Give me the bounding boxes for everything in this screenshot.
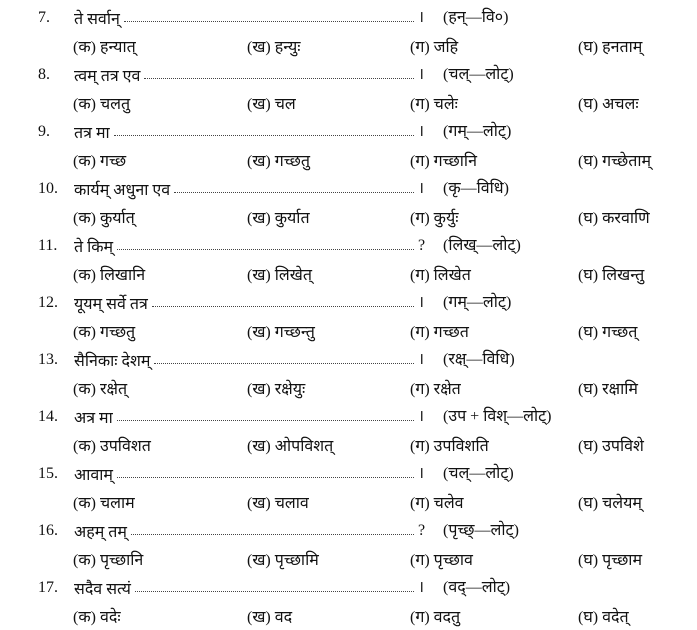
- blank-line: [117, 408, 414, 421]
- end-mark: ।: [418, 579, 425, 596]
- option-ka: (क) हन्यात्: [73, 39, 136, 56]
- option-kha: (ख) चल: [247, 96, 296, 113]
- option-gha: (घ) अचलः: [578, 96, 639, 113]
- option-gha: (घ) पृच्छाम: [578, 552, 643, 569]
- question-stem: [74, 6, 414, 30]
- question-number: 9.: [38, 123, 50, 140]
- option-ka: (क) गच्छ: [73, 153, 127, 170]
- options-row: [0, 321, 697, 345]
- question-stem: [74, 576, 414, 600]
- option-ga: (ग) कुर्युः: [410, 210, 459, 227]
- question-number: 17.: [38, 579, 58, 596]
- option-gha: (घ) रक्षामि: [578, 381, 638, 398]
- question-stem: [74, 462, 414, 486]
- end-mark: ?: [418, 522, 426, 539]
- options-row: [0, 378, 697, 402]
- blank-line: [124, 9, 414, 22]
- option-gha: (घ) उपविशे: [578, 438, 644, 455]
- root-hint: (रक्ष्—विधि): [443, 351, 515, 368]
- option-ga: (ग) चलेव: [410, 495, 464, 512]
- option-kha: (ख) हन्युः: [247, 39, 301, 56]
- question-number: 8.: [38, 66, 50, 83]
- end-mark: ।: [418, 180, 425, 197]
- question-row: [0, 6, 697, 30]
- option-ga: (ग) गच्छत: [410, 324, 469, 341]
- root-hint: (वद्—लोट्): [443, 579, 511, 596]
- question-row: [0, 348, 697, 372]
- root-hint: (चल्—लोट्): [443, 66, 514, 83]
- question-number: 10.: [38, 180, 58, 197]
- question-stem: [74, 519, 414, 543]
- options-row: [0, 93, 697, 117]
- root-hint: (गम्—लोट्): [443, 123, 512, 140]
- question-number: 14.: [38, 408, 58, 425]
- end-mark: ।: [418, 408, 425, 425]
- end-mark: ।: [418, 294, 425, 311]
- end-mark: ।: [418, 9, 425, 26]
- root-hint: (हन्—वि०): [443, 9, 509, 26]
- root-hint: (पृच्छ्—लोट्): [443, 522, 519, 539]
- root-hint: (कृ—विधि): [443, 180, 509, 197]
- option-ga: (ग) चलेः: [410, 96, 458, 113]
- question-row: [0, 120, 697, 144]
- question-row: [0, 519, 697, 543]
- question-row: [0, 291, 697, 315]
- option-ka: (क) चलाम: [73, 495, 135, 512]
- option-ga: (ग) उपविशति: [410, 438, 489, 455]
- question-row: [0, 462, 697, 486]
- option-ka: (क) वदेः: [73, 609, 121, 626]
- end-mark: ।: [418, 66, 425, 83]
- option-ka: (क) गच्छतु: [73, 324, 136, 341]
- question-number: 16.: [38, 522, 58, 539]
- stem-text: सदैव सत्यं: [74, 581, 131, 598]
- stem-text: ते सर्वान्: [74, 11, 120, 28]
- option-ka: (क) कुर्यात्: [73, 210, 135, 227]
- option-gha: (घ) चलेयम्: [578, 495, 642, 512]
- options-row: [0, 207, 697, 231]
- option-kha: (ख) वद: [247, 609, 293, 626]
- question-stem: [74, 120, 414, 144]
- question-row: [0, 63, 697, 87]
- question-row: [0, 234, 697, 258]
- stem-text: अत्र मा: [74, 410, 113, 427]
- stem-text: अहम् तम्: [74, 524, 127, 541]
- option-ga: (ग) गच्छानि: [410, 153, 477, 170]
- question-number: 12.: [38, 294, 58, 311]
- end-mark: ।: [418, 123, 425, 140]
- options-row: [0, 264, 697, 288]
- blank-line: [131, 522, 414, 535]
- option-ka: (क) पृच्छानि: [73, 552, 144, 569]
- stem-text: तत्र मा: [74, 125, 110, 142]
- blank-line: [114, 123, 414, 136]
- question-row: [0, 177, 697, 201]
- option-kha: (ख) ओपविशत्: [247, 438, 334, 455]
- option-ga: (ग) पृच्छाव: [410, 552, 473, 569]
- option-kha: (ख) रक्षेयुः: [247, 381, 306, 398]
- stem-text: यूयम् सर्वे तत्र: [74, 296, 148, 313]
- option-gha: (घ) गच्छेताम्: [578, 153, 652, 170]
- question-stem: [74, 291, 414, 315]
- option-gha: (घ) गच्छत्: [578, 324, 638, 341]
- question-number: 11.: [38, 237, 58, 254]
- option-gha: (घ) करवाणि: [578, 210, 650, 227]
- blank-line: [135, 579, 414, 592]
- option-ka: (क) लिखानि: [73, 267, 146, 284]
- question-number: 13.: [38, 351, 58, 368]
- option-gha: (घ) वदेत्: [578, 609, 629, 626]
- question-stem: [74, 234, 414, 258]
- stem-text: आवाम्: [74, 467, 113, 484]
- blank-line: [174, 180, 414, 193]
- question-number: 15.: [38, 465, 58, 482]
- blank-line: [144, 66, 414, 79]
- question-stem: [74, 405, 414, 429]
- options-row: [0, 435, 697, 459]
- question-row: [0, 576, 697, 600]
- question-stem: [74, 177, 414, 201]
- stem-text: कार्यम् अधुना एव: [74, 182, 171, 199]
- blank-line: [154, 351, 414, 364]
- option-gha: (घ) हनताम्: [578, 39, 643, 56]
- option-gha: (घ) लिखन्तु: [578, 267, 645, 284]
- stem-text: सैनिकाः देशम्: [74, 353, 151, 370]
- option-kha: (ख) लिखेत्: [247, 267, 312, 284]
- option-kha: (ख) कुर्यात: [247, 210, 310, 227]
- option-ka: (क) उपविशत: [73, 438, 151, 455]
- option-kha: (ख) गच्छतु: [247, 153, 310, 170]
- end-mark: ।: [418, 351, 425, 368]
- blank-line: [117, 237, 414, 250]
- options-row: [0, 150, 697, 174]
- blank-line: [152, 294, 414, 307]
- question-number: 7.: [38, 9, 50, 26]
- option-kha: (ख) गच्छन्तु: [247, 324, 315, 341]
- option-ka: (क) रक्षेत्: [73, 381, 128, 398]
- option-ka: (क) चलतु: [73, 96, 131, 113]
- option-kha: (ख) पृच्छामि: [247, 552, 319, 569]
- root-hint: (लिख्—लोट्): [443, 237, 521, 254]
- option-ga: (ग) लिखेत: [410, 267, 471, 284]
- options-row: [0, 606, 697, 630]
- blank-line: [117, 465, 414, 478]
- root-hint: (उप + विश्—लोट्): [443, 408, 552, 425]
- root-hint: (गम्—लोट्): [443, 294, 512, 311]
- option-ga: (ग) रक्षेत: [410, 381, 461, 398]
- question-stem: [74, 63, 414, 87]
- question-stem: [74, 348, 414, 372]
- end-mark: ।: [418, 465, 425, 482]
- options-row: [0, 36, 697, 60]
- options-row: [0, 549, 697, 573]
- option-ga: (ग) जहि: [410, 39, 459, 56]
- root-hint: (चल्—लोट्): [443, 465, 514, 482]
- end-mark: ?: [418, 237, 426, 254]
- stem-text: त्वम् तत्र एव: [74, 68, 141, 85]
- option-ga: (ग) वदतु: [410, 609, 461, 626]
- question-row: [0, 405, 697, 429]
- option-kha: (ख) चलाव: [247, 495, 309, 512]
- options-row: [0, 492, 697, 516]
- stem-text: ते किम्: [74, 239, 114, 256]
